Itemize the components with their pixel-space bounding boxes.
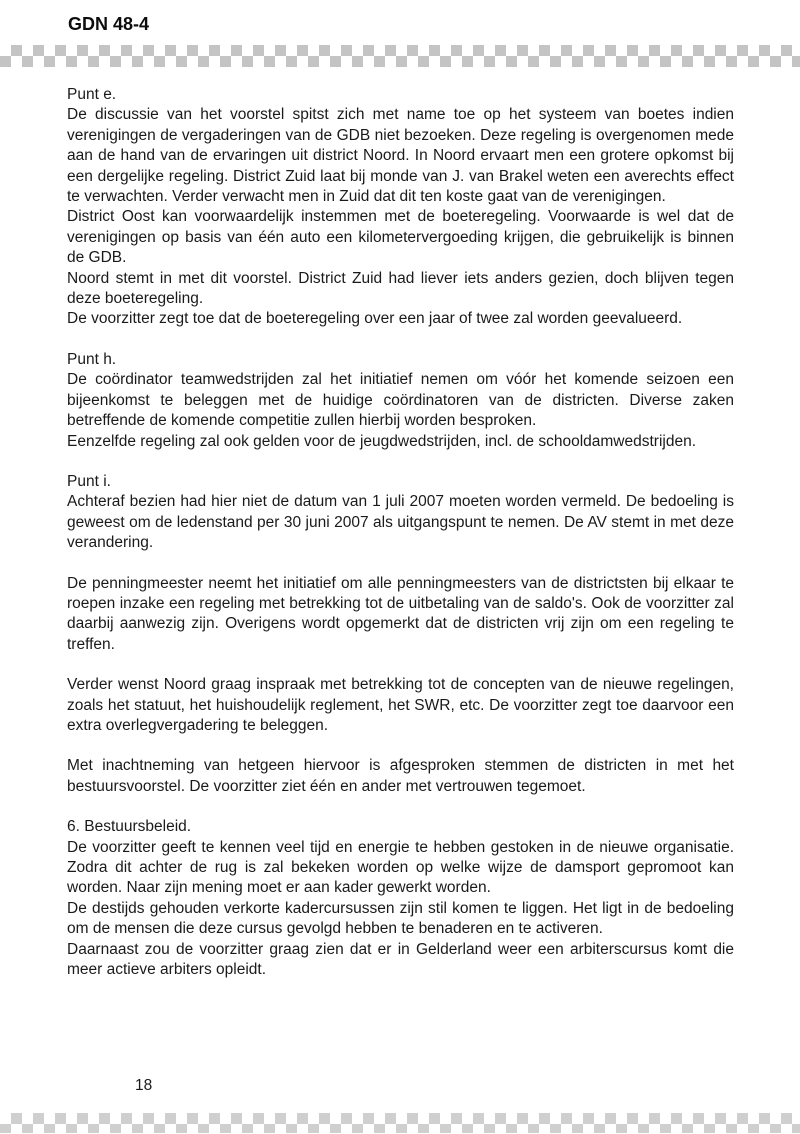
punt-i-heading: Punt i. [67,472,111,490]
punt-i-para-1: Achteraf bezien had hier niet de datum van 1 juli 2007 moeten worden vermeld. De bedoeling is geweest om de ledenstand per 30 juni 2007 als uitgangspunt te nemen. De AV stemt in met deze verandering. [67,493,734,552]
punt-e-heading: Punt e. [67,86,117,103]
instemming-para: Met inachtneming van hetgeen hiervoor is afgesproken stemmen de districten in met het bestuursvoorstel. De voorzitter ziet één en ander met vertrouwen tegemoet. [67,757,734,795]
bestuursbeleid-para-2: De destijds gehouden verkorte kadercursussen zijn stil komen te liggen. Het ligt in de bedoeling om de mensen die deze cursus gevolgd hebben te benaderen en te activeren. [67,899,734,938]
punt-h-para-2: Eenzelfde regeling zal ook gelden voor de jeugdwedstrijden, incl. de schooldamwedstrijden. [67,432,696,450]
noord-inspraak-para: Verder wenst Noord graag inspraak met betrekking tot de concepten van de nieuwe regelingen, zoals het statuut, het huishoudelijk reglement, het SWR, etc. De voorzitter zegt toe daarvoor een extra overlegvergadering te beleggen. [67,676,734,734]
punt-e-para-4: De voorzitter zegt toe dat de boeteregeling over een jaar of twee zal worden geevalueerd. [67,310,683,328]
punt-e-para-1: De discussie van het voorstel spitst zich met name toe op het systeem van boetes indien verenigingen de vergaderingen van de GDB niet bezoeken. Deze regeling is overgenomen mede aan de hand van de ervaringen uit district Noord. In Noord ervaart men een grotere opkomst bij een dergelijke regeling. District Zuid laat bij monde van J. van Brakel weten een averechts effect te verwachten. Verder verwacht men in Zuid dat dit ten koste gaat van de verenigingen. [67,106,734,206]
punt-h-heading: Punt h. [67,350,117,368]
punt-e-para-2: District Oost kan voorwaardelijk instemmen met de boeteregeling. Voorwaarde is wel dat de verenigingen op basis van één auto een kilometervergoeding krijgen, die gebruikelijk is binnen de GDB. [67,208,734,267]
punt-h-para-1: De coördinator teamwedstrijden zal het initiatief nemen om vóór het komende seizoen een bijeenkomst te beleggen met de huidige coördinatoren van de districten. Diverse zaken betreffende de komende competitie zullen hierbij worden besproken. [67,371,734,430]
document-header-title: GDN 48-4 [68,14,150,34]
bestuursbeleid-para-3: Daarnaast zou de voorzitter graag zien dat er in Gelderland weer een arbiterscursus komt die meer actieve arbiters opleidt. [67,940,734,979]
page-number: 18 [135,1077,153,1094]
penningmeester-para: De penningmeester neemt het initiatief om alle penningmeesters van de districtsten bij elkaar te roepen inzake een regeling met betrekking tot de uitbetaling van de saldo's. Ook de voorzitter zal daarbij aanwezig zijn. Overigens wordt opgemerkt dat de districten vrij zijn om een regeling te treffen. [67,574,734,653]
bestuursbeleid-para-1: De voorzitter geeft te kennen veel tijd en energie te hebben gestoken in de nieuwe organisatie. Zodra dit achter de rug is zal bekeken worden op welke wijze de damsport gepromoot kan worden. Naar zijn mening moet er aan kader gewerkt worden. [67,838,734,897]
bestuursbeleid-heading: 6. Bestuursbeleid. [67,818,192,836]
checkerboard-divider-bottom [0,1113,800,1133]
checkerboard-divider-top [0,45,800,67]
punt-e-para-3: Noord stemt in met dit voorstel. District Zuid had liever iets anders gezien, doch blijven tegen deze boeteregeling. [67,269,734,308]
document-body [67,85,734,980]
